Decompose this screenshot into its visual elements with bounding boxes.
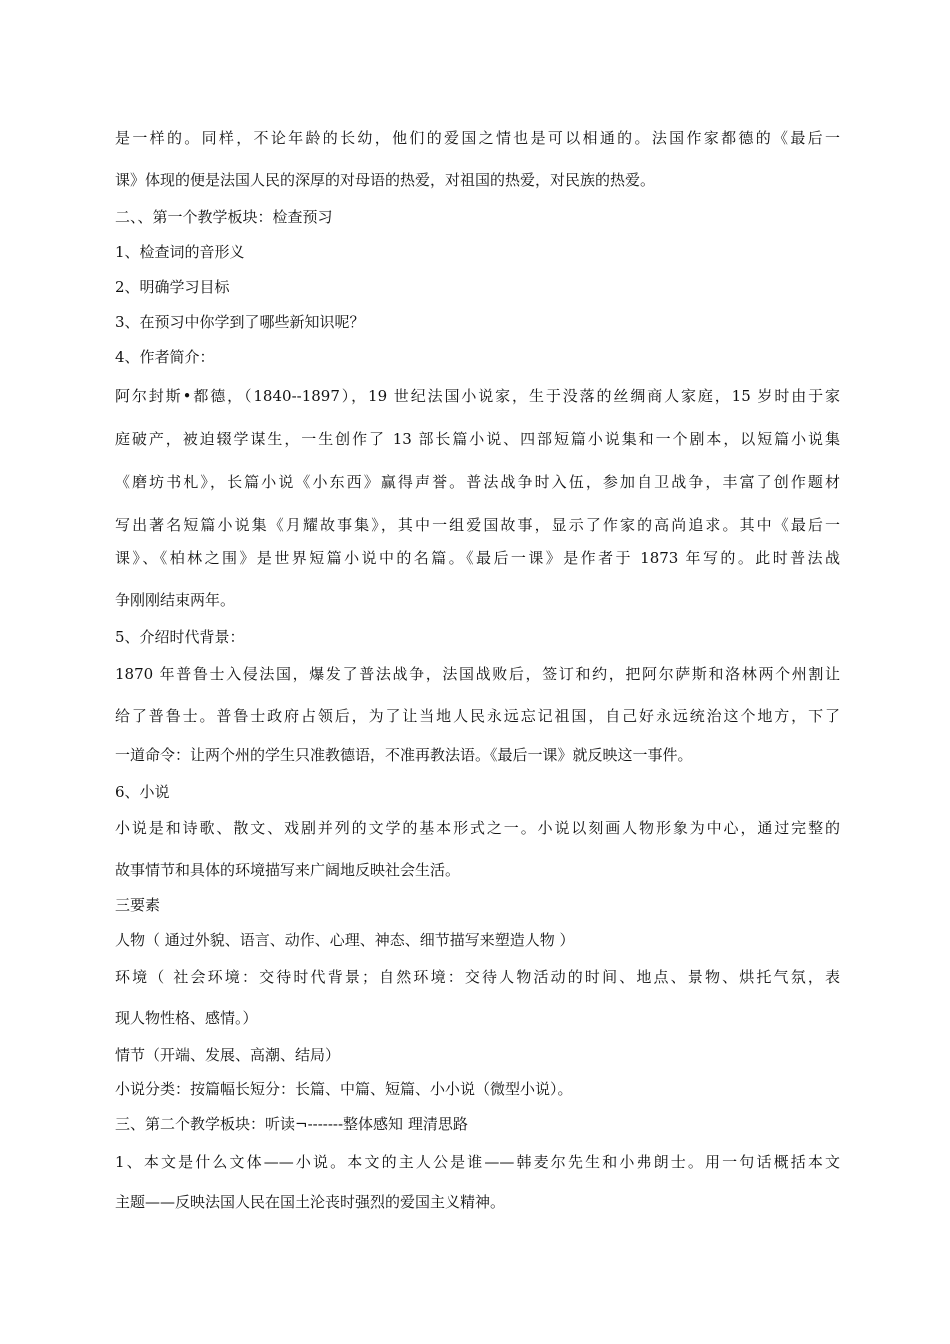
text-line: 环境（ 社会环境：交待时代背景；自然环境：交待人物活动的时间、地点、景物、烘托气氛，表 [115,968,840,986]
text-line: 主题——反映法国人民在国土沦丧时强烈的爱国主义精神。 [115,1193,506,1211]
text-line: 一道命令：让两个州的学生只准教德语，不准再教法语。《最后一课》就反映这一事件。 [115,746,693,764]
subheading: 三要素 [115,896,161,914]
list-item: 2、明确学习目标 [115,278,230,296]
section-heading: 二、、第一个教学板块：检查预习 [115,208,333,226]
list-item: 6、小说 [115,783,170,801]
list-item: 5、介绍时代背景： [115,628,245,646]
text-line: 课》体现的便是法国人民的深厚的对母语的热爱，对祖国的热爱，对民族的热爱。 [115,171,656,189]
text-line: 阿尔封斯•都德，（1840--1897），19 世纪法国小说家，生于没落的丝绸商人家庭，15 岁时由于家 [115,387,840,405]
list-item: 3、在预习中你学到了哪些新知识呢？ [115,313,365,331]
text-line: 庭破产，被迫辍学谋生，一生创作了 13 部长篇小说、四部短篇小说集和一个剧本，以短篇小说集 [115,430,840,448]
text-line: 《磨坊书札》，长篇小说《小东西》赢得声誉。普法战争时入伍，参加自卫战争，丰富了创作题材 [115,473,840,491]
text-line: 给了普鲁士。普鲁士政府占领后，为了让当地人民永远忘记祖国，自己好永远统治这个地方，下了 [115,707,840,725]
text-line: 是一样的。同样，不论年龄的长幼，他们的爱国之情也是可以相通的。法国作家都德的《最后一 [115,129,840,147]
text-line: 故事情节和具体的环境描写来广阔地反映社会生活。 [115,861,461,879]
text-line: 争刚刚结束两年。 [115,591,236,609]
list-item: 4、作者简介： [115,348,215,366]
text-line: 小说分类：按篇幅长短分：长篇、中篇、短篇、小小说（微型小说）。 [115,1080,573,1098]
text-line: 写出著名短篇小说集《月耀故事集》，其中一组爱国故事，显示了作家的高尚追求。其中《最后一 [115,516,840,534]
text-line: 小说是和诗歌、散文、戏剧并列的文学的基本形式之一。小说以刻画人物形象为中心，通过完整的 [115,819,840,837]
text-line: 课》、《柏林之围》是世界短篇小说中的名篇。《最后一课》是作者于 1873 年写的。此时普法战 [115,549,840,567]
section-heading: 三、第二个教学板块：听读¬-------整体感知 理清思路 [115,1115,468,1133]
list-item: 1、检查词的音形义 [115,243,245,261]
text-line: 人物（ 通过外貌、语言、动作、心理、神态、细节描写来塑造人物 ） [115,931,575,949]
text-line: 1、本文是什么文体——小说。本文的主人公是谁——韩麦尔先生和小弗朗士。用一句话概括本文 [115,1153,840,1171]
text-line: 1870 年普鲁士入侵法国，爆发了普法战争，法国战败后，签订和约，把阿尔萨斯和洛林两个州割让 [115,665,840,683]
text-line: 情节（开端、发展、高潮、结局） [115,1046,341,1064]
text-line: 现人物性格、感情。） [115,1009,258,1027]
